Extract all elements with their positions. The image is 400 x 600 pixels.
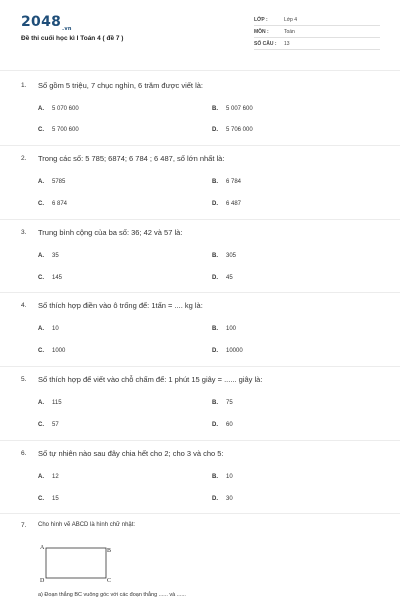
option-b[interactable]: B. 10 [212, 474, 233, 480]
question-number: 7. [21, 522, 27, 529]
question-5 [0, 374, 400, 388]
question-subpart: a) Đoạn thẳng BC vuông góc với các đoạn thẳng ...... và ...... [38, 592, 186, 598]
option-d[interactable]: D. 10000 [212, 348, 243, 354]
question-number: 1. [21, 82, 27, 89]
site-logo[interactable]: $2048_{.vn}$ [21, 14, 72, 32]
option-c[interactable]: C. 5 700 600 [38, 127, 79, 133]
question-4 [0, 300, 400, 314]
question-text: Số tự nhiên nào sau đây chia hết cho 2; cho 3 và cho 5: [38, 449, 224, 458]
question-number: 3. [21, 229, 27, 236]
option-b[interactable]: B. 6 784 [212, 179, 242, 185]
option-c[interactable]: C. 57 [38, 422, 59, 428]
option-b[interactable]: B. 75 [212, 400, 233, 406]
option-b[interactable]: B. 5 007 600 [212, 106, 253, 112]
divider [0, 70, 400, 71]
question-number: 5. [21, 376, 27, 383]
divider [0, 145, 400, 146]
meta-key: LỚP : [254, 17, 268, 23]
option-d[interactable]: D. 6 487 [212, 201, 242, 207]
meta-subject [254, 26, 380, 38]
vertex-label: A [40, 545, 45, 551]
meta-key: SỐ CÂU : [254, 41, 277, 47]
option-a[interactable]: A. 10 [38, 326, 59, 332]
question-text: Số thích hợp điền vào ô trống để: 1tấn = .... kg là: [38, 301, 203, 310]
question-number: 2. [21, 155, 27, 162]
option-a[interactable]: A. 12 [38, 474, 59, 480]
option-c[interactable]: C. 6 874 [38, 201, 68, 207]
option-b[interactable]: B. 100 [212, 326, 237, 332]
question-number: 4. [21, 302, 27, 309]
question-text: Số gồm 5 triệu, 7 chục nghìn, 6 trăm được viết là: [38, 81, 204, 90]
meta-class [254, 14, 380, 26]
rectangle-abcd [46, 548, 106, 578]
meta-question-count [254, 38, 380, 50]
meta-value: Lớp 4 [284, 17, 298, 23]
option-c[interactable]: C. 145 [38, 275, 63, 281]
question-1 [0, 80, 400, 94]
question-2 [0, 153, 400, 167]
meta-value: 13 [284, 41, 290, 47]
option-a[interactable]: A. 35 [38, 253, 59, 259]
question-text: Số thích hợp để viết vào chỗ chấm để: 1 phút 15 giây = ...... giây là: [38, 375, 263, 384]
meta-value: Toán [284, 29, 295, 35]
option-b[interactable]: B. 305 [212, 253, 237, 259]
divider [0, 219, 400, 220]
option-d[interactable]: D. 5 706 000 [212, 127, 253, 133]
question-3 [0, 227, 400, 241]
divider [0, 366, 400, 367]
option-d[interactable]: D. 30 [212, 496, 233, 502]
divider [0, 513, 400, 514]
exam-header [0, 0, 400, 62]
exam-title: Đề thi cuối học kì I Toán 4 ( đề 7 ) [21, 35, 124, 42]
option-a[interactable]: A. 5785 [38, 179, 66, 185]
vertex-label: C [107, 578, 112, 584]
question-text: Trung bình cộng của ba số: 36; 42 và 57 là: [38, 228, 183, 237]
option-a[interactable]: A. 5 070 600 [38, 106, 79, 112]
option-c[interactable]: C. 1000 [38, 348, 66, 354]
divider [0, 440, 400, 441]
vertex-label: D [40, 578, 45, 584]
question-6 [0, 448, 400, 462]
question-number: 6. [21, 450, 27, 457]
exam-meta [254, 14, 380, 50]
option-a[interactable]: A. 115 [38, 400, 62, 406]
rectangle-figure [38, 540, 118, 585]
divider [0, 292, 400, 293]
option-d[interactable]: D. 60 [212, 422, 233, 428]
option-c[interactable]: C. 15 [38, 496, 59, 502]
option-d[interactable]: D. 45 [212, 275, 233, 281]
meta-key: MÔN : [254, 29, 269, 35]
question-text: Cho hình vẽ ABCD là hình chữ nhật: [38, 522, 136, 528]
question-text: Trong các số: 5 785; 6874; 6 784 ; 6 487, số lớn nhất là: [38, 154, 225, 163]
vertex-label: B [107, 548, 112, 554]
